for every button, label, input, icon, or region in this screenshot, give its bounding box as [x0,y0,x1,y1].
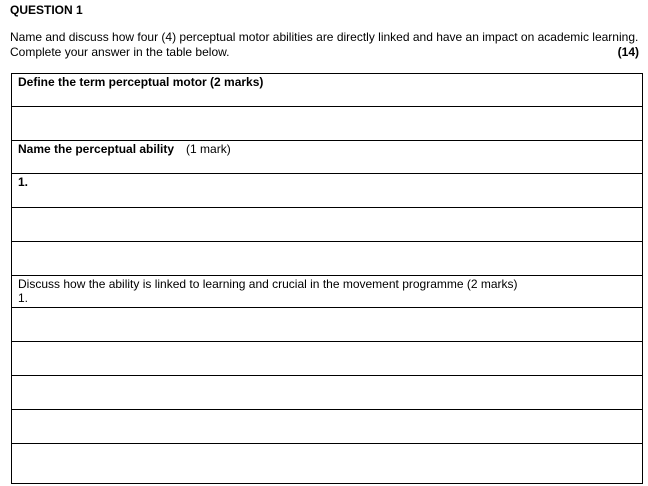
instructions-text: Name and discuss how four (4) perceptual motor abilities are directly linked and have an impact on academic learning. Complete your answer in the table below. [10,30,639,59]
blank-answer-cell[interactable] [12,308,643,342]
blank-answer-cell[interactable] [12,444,643,484]
discuss-item-number: 1. [18,291,29,305]
blank-answer-cell[interactable] [12,410,643,444]
define-prompt-cell: Define the term perceptual motor (2 marks) [12,74,643,107]
name-prompt-cell [12,141,643,174]
question-instructions [10,30,640,60]
name-answer-row [12,174,643,208]
blank-row [12,376,643,410]
name-prompt-row [12,141,643,174]
define-answer-row [12,107,643,141]
blank-answer-cell[interactable] [12,242,643,276]
blank-row [12,342,643,376]
name-prompt-label: Name the perceptual ability [18,142,175,156]
question-heading: QUESTION 1 [10,3,83,17]
blank-row [12,444,643,484]
total-marks: (14) [617,45,639,59]
blank-answer-cell[interactable] [12,342,643,376]
define-prompt-row [12,74,643,107]
name-prompt-marks: (1 mark) [186,142,231,156]
discuss-prompt-row [12,276,643,308]
blank-row [12,308,643,342]
blank-row [12,410,643,444]
blank-row [12,208,643,242]
name-answer-cell[interactable]: 1. [12,174,643,208]
discuss-prompt-cell[interactable] [12,276,643,308]
discuss-prompt-text: Discuss how the ability is linked to learning and crucial in the movement programme (2 marks) [18,277,518,291]
blank-row [12,242,643,276]
blank-answer-cell[interactable] [12,208,643,242]
blank-answer-cell[interactable] [12,376,643,410]
answer-table [11,73,643,484]
define-answer-cell[interactable] [12,107,643,141]
